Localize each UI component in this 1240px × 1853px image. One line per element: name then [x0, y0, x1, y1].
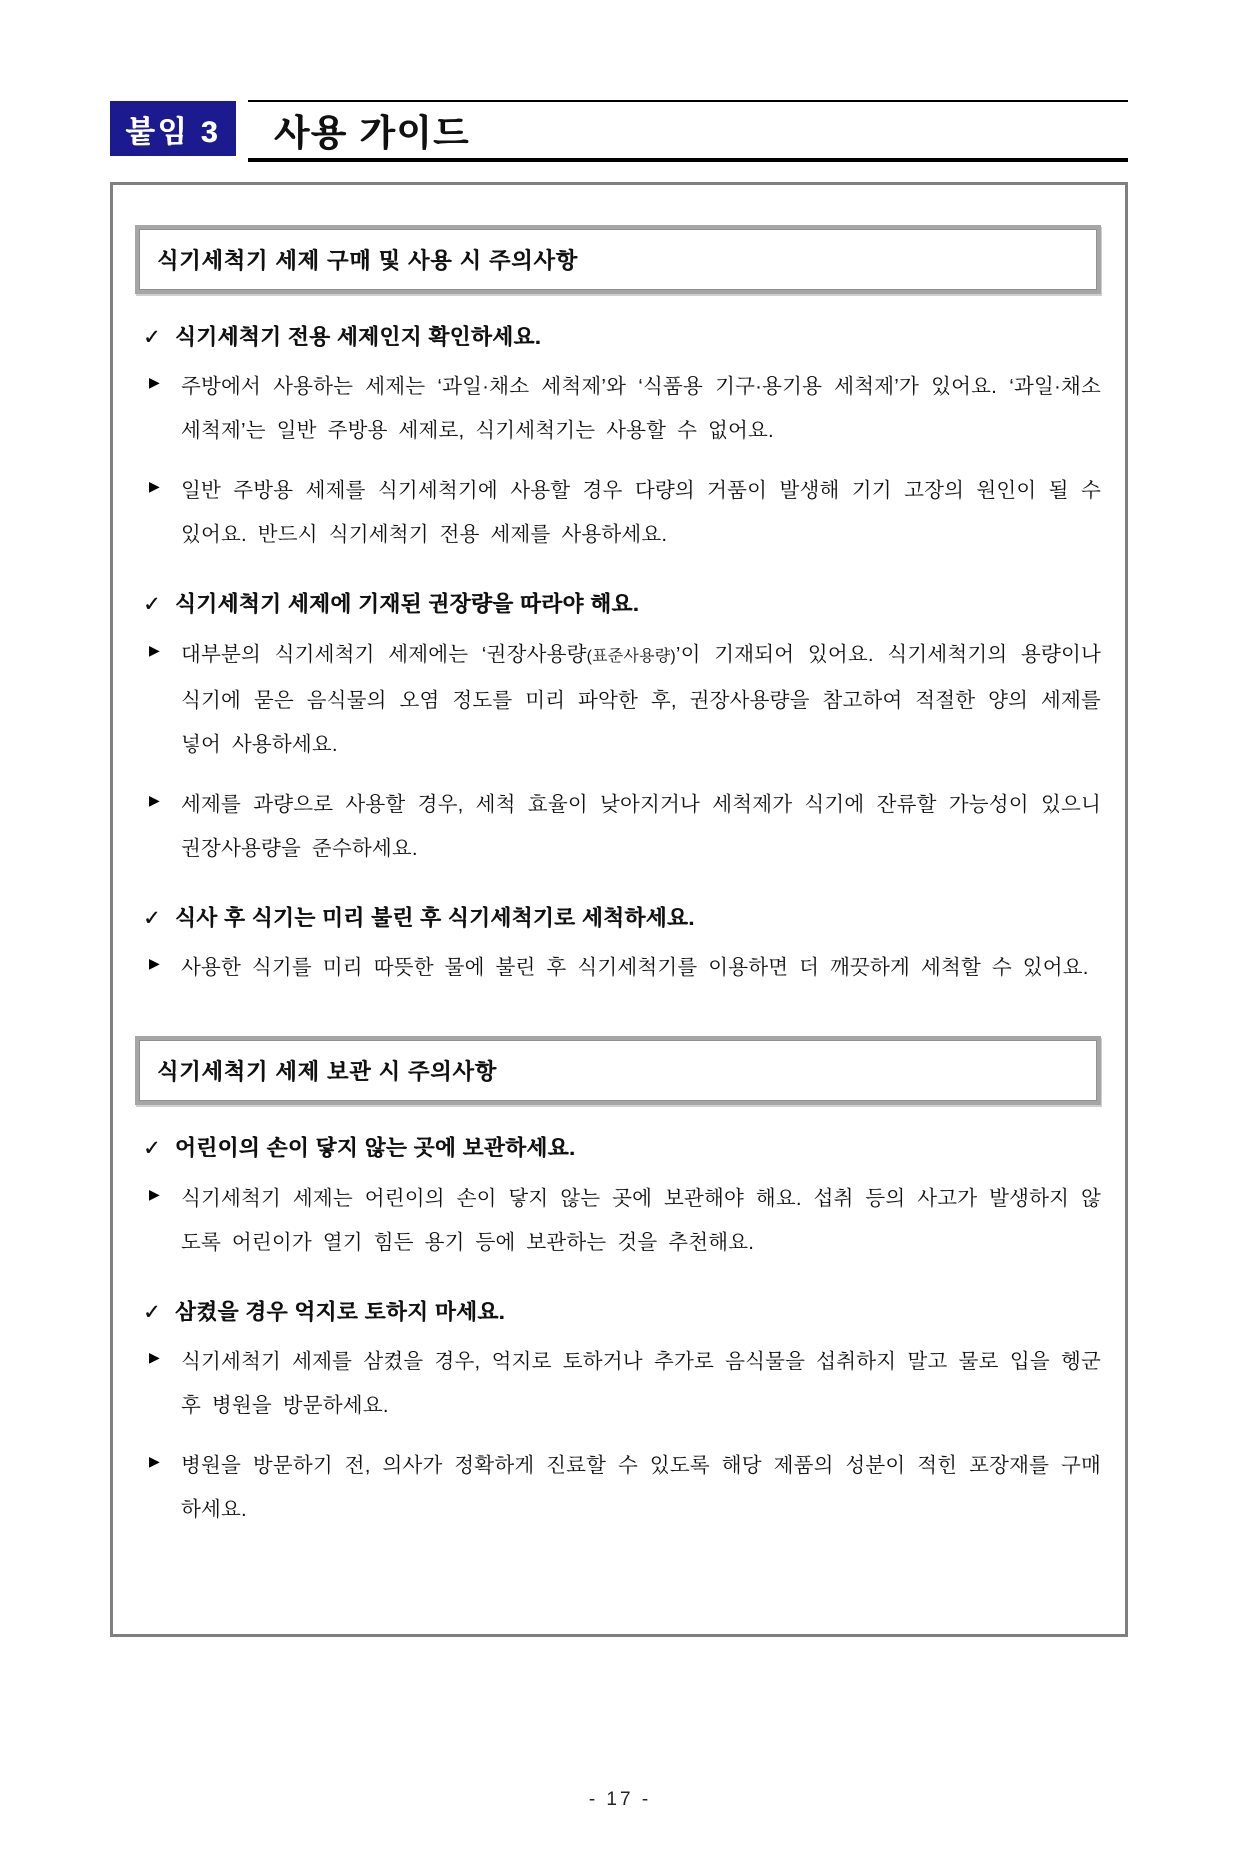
document-page: [0, 100, 1240, 1853]
guideline-detail: [149, 946, 1101, 990]
guideline-text: 주방에서 사용하는 세제는 ‘과일·채소 세척제’와 ‘식품용 기구·용기용 세척제’가 있어요. ‘과일·채소 세척제’는 일반 주방용 세제로, 식기세척기는 사용할 수 없어요.: [181, 375, 1101, 443]
section-heading-text: 식기세척기 세제 구매 및 사용 시 주의사항: [157, 248, 578, 273]
arrow-bullet-icon: ▶: [149, 1185, 160, 1202]
guideline-detail: [149, 1177, 1101, 1265]
check-icon: ✓: [143, 1137, 162, 1161]
arrow-bullet-icon: ▶: [149, 374, 160, 391]
check-icon: ✓: [143, 1300, 162, 1324]
arrow-bullet-icon: ▶: [149, 1453, 160, 1470]
guideline-title: [143, 1297, 1101, 1328]
guideline-title: [143, 589, 1101, 620]
guideline-text-small: (표준사용량): [586, 647, 676, 665]
guideline-text: 식기세척기 세제를 삼켰을 경우, 억지로 토하거나 추가로 음식물을 섭취하지 말고 물로 입을 헹군 후 병원을 방문하세요.: [181, 1350, 1101, 1418]
check-icon: ✓: [143, 326, 162, 349]
arrow-bullet-icon: ▶: [149, 641, 160, 658]
arrow-bullet-icon: ▶: [149, 478, 160, 495]
arrow-bullet-icon: ▶: [149, 955, 160, 972]
guideline-title-text: 식기세척기 세제에 기재된 권장량을 따라야 해요.: [175, 592, 640, 617]
guideline-text: 식기세척기 세제는 어린이의 손이 닿지 않는 곳에 보관해야 해요. 섭취 등의 사고가 발생하지 않도록 어린이가 열기 힘든 용기 등에 보관하는 것을 추천해요.: [181, 1186, 1101, 1254]
page-number: - 17 -: [588, 1789, 652, 1810]
guideline-text-part: 대부분의 식기세척기 세제에는 ‘권장사용량: [181, 642, 587, 666]
attachment-badge-label: 붙임 3: [125, 115, 221, 149]
guideline-text: [181, 633, 1101, 767]
check-icon: ✓: [143, 906, 162, 930]
content-panel: [110, 182, 1128, 1637]
guideline-detail: [149, 783, 1101, 871]
guideline-detail: [149, 469, 1101, 557]
check-icon: ✓: [143, 593, 162, 617]
guideline-text: 일반 주방용 세제를 식기세척기에 사용할 경우 다량의 거품이 발생해 기기 고장의 원인이 될 수 있어요. 반드시 식기세척기 전용 세제를 사용하세요.: [181, 479, 1101, 547]
guideline-detail: [149, 633, 1101, 767]
arrow-bullet-icon: ▶: [149, 791, 160, 808]
guideline-text: 병원을 방문하기 전, 의사가 정확하게 진료할 수 있도록 해당 제품의 성분이 적힌 포장재를 구매하세요.: [181, 1454, 1101, 1522]
guideline-text: 사용한 식기를 미리 따뜻한 물에 불린 후 식기세척기를 이용하면 더 깨끗하게 세척할 수 있어요.: [181, 956, 1089, 980]
guideline-detail: [149, 1444, 1101, 1532]
section-heading: [135, 225, 1101, 294]
page-title: 사용 가이드: [274, 111, 470, 153]
title-rule-box: [248, 100, 1128, 162]
guideline-text: 세제를 과량으로 사용할 경우, 세척 효율이 낮아지거나 세척제가 식기에 잔류할 가능성이 있으니 권장사용량을 준수하세요.: [181, 792, 1101, 860]
document-header: [110, 100, 1128, 162]
section-heading-text: 식기세척기 세제 보관 시 주의사항: [157, 1059, 497, 1085]
attachment-badge: [110, 101, 236, 156]
guideline-title: [143, 903, 1101, 934]
guideline-title-text: 식사 후 식기는 미리 불린 후 식기세척기로 세척하세요.: [175, 905, 695, 930]
arrow-bullet-icon: ▶: [149, 1349, 160, 1366]
guideline-title-text: 식기세척기 전용 세제인지 확인하세요.: [175, 325, 542, 349]
guideline-text-part: ’이 기재되어 있어요. 식기세척기의 용량이나 식기에 묻은 음식물의 오염 정도를 미리 파악한 후, 권장사용량을 참고하여 적절한 양의 세제를 넣어 사용하세요.: [181, 642, 1101, 756]
section-heading: [135, 1036, 1101, 1105]
guideline-title-text: 어린이의 손이 닿지 않는 곳에 보관하세요.: [175, 1136, 576, 1161]
guideline-title: [143, 1133, 1101, 1164]
guideline-detail: [149, 365, 1101, 453]
guideline-detail: [149, 1340, 1101, 1428]
guideline-title: [143, 322, 1101, 353]
section-purchase-usage: [135, 225, 1101, 990]
guideline-title-text: 삼켰을 경우 억지로 토하지 마세요.: [175, 1299, 506, 1324]
section-storage: [135, 1036, 1101, 1532]
